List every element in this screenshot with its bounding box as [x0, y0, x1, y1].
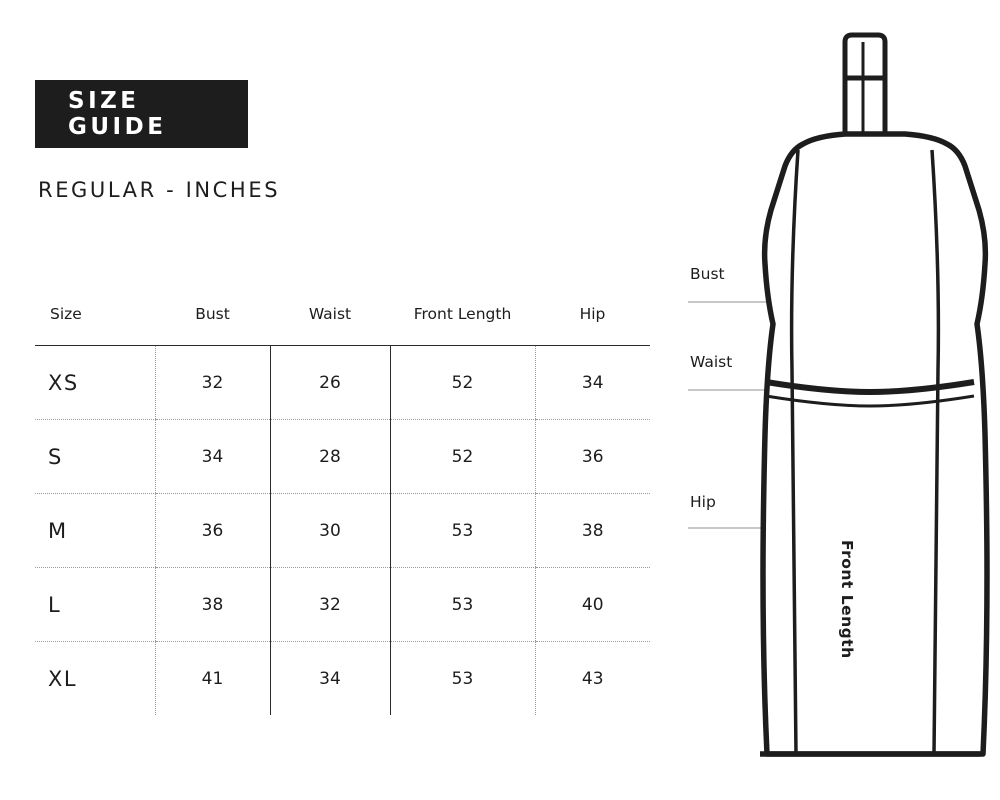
cell-size: XS — [35, 346, 155, 420]
column-header-hip: Hip — [535, 305, 650, 346]
cell-waist: 30 — [270, 494, 390, 568]
cell-waist: 32 — [270, 568, 390, 642]
column-header-waist: Waist — [270, 305, 390, 346]
table-row — [35, 346, 650, 420]
cell-size: XL — [48, 666, 78, 691]
cell-hip: 43 — [535, 642, 650, 716]
table-row — [35, 568, 650, 642]
cell-size: L — [35, 568, 155, 642]
cell-bust: 36 — [155, 494, 270, 568]
column-header-size: Size — [35, 305, 155, 346]
cell-bust: 34 — [155, 420, 270, 494]
cell-bust: 41 — [155, 642, 270, 716]
cell-front-length: 52 — [390, 346, 535, 420]
cell-hip: 34 — [535, 346, 650, 420]
size-chart-table — [35, 305, 650, 715]
page-subtitle: REGULAR - INCHES — [38, 178, 281, 202]
cell-hip: 40 — [535, 568, 650, 642]
cell-hip: 38 — [535, 494, 650, 568]
cell-size: M — [35, 494, 155, 568]
cell-waist: 34 — [270, 642, 390, 716]
neck-top-shape — [845, 35, 885, 78]
measurement-figure-panel — [660, 0, 1000, 800]
bust-label: Bust — [690, 265, 725, 283]
column-header-front-length: Front Length — [390, 305, 535, 346]
cell-front-length: 52 — [390, 420, 535, 494]
cell-size: S — [35, 420, 155, 494]
column-header-bust: Bust — [155, 305, 270, 346]
table-row — [35, 420, 650, 494]
waist-label: Waist — [690, 353, 733, 371]
neck-lower-shape — [845, 78, 885, 134]
page-title-badge — [35, 80, 248, 148]
cell-bust: 38 — [155, 568, 270, 642]
front-length-label: Front Length — [838, 540, 856, 659]
cell-bust: 32 — [155, 346, 270, 420]
cell-front-length: 53 — [390, 494, 535, 568]
hip-label: Hip — [690, 493, 716, 511]
table-header-row — [35, 305, 650, 346]
page-title: SIZE GUIDE — [68, 88, 167, 140]
cell-front-length: 53 — [390, 642, 535, 716]
table-row — [35, 494, 650, 568]
cell-waist: 26 — [270, 346, 390, 420]
cell-waist: 28 — [270, 420, 390, 494]
table-row — [35, 642, 650, 716]
cell-hip: 36 — [535, 420, 650, 494]
cell-front-length: 53 — [390, 568, 535, 642]
mannequin-illustration-icon — [660, 0, 1000, 800]
